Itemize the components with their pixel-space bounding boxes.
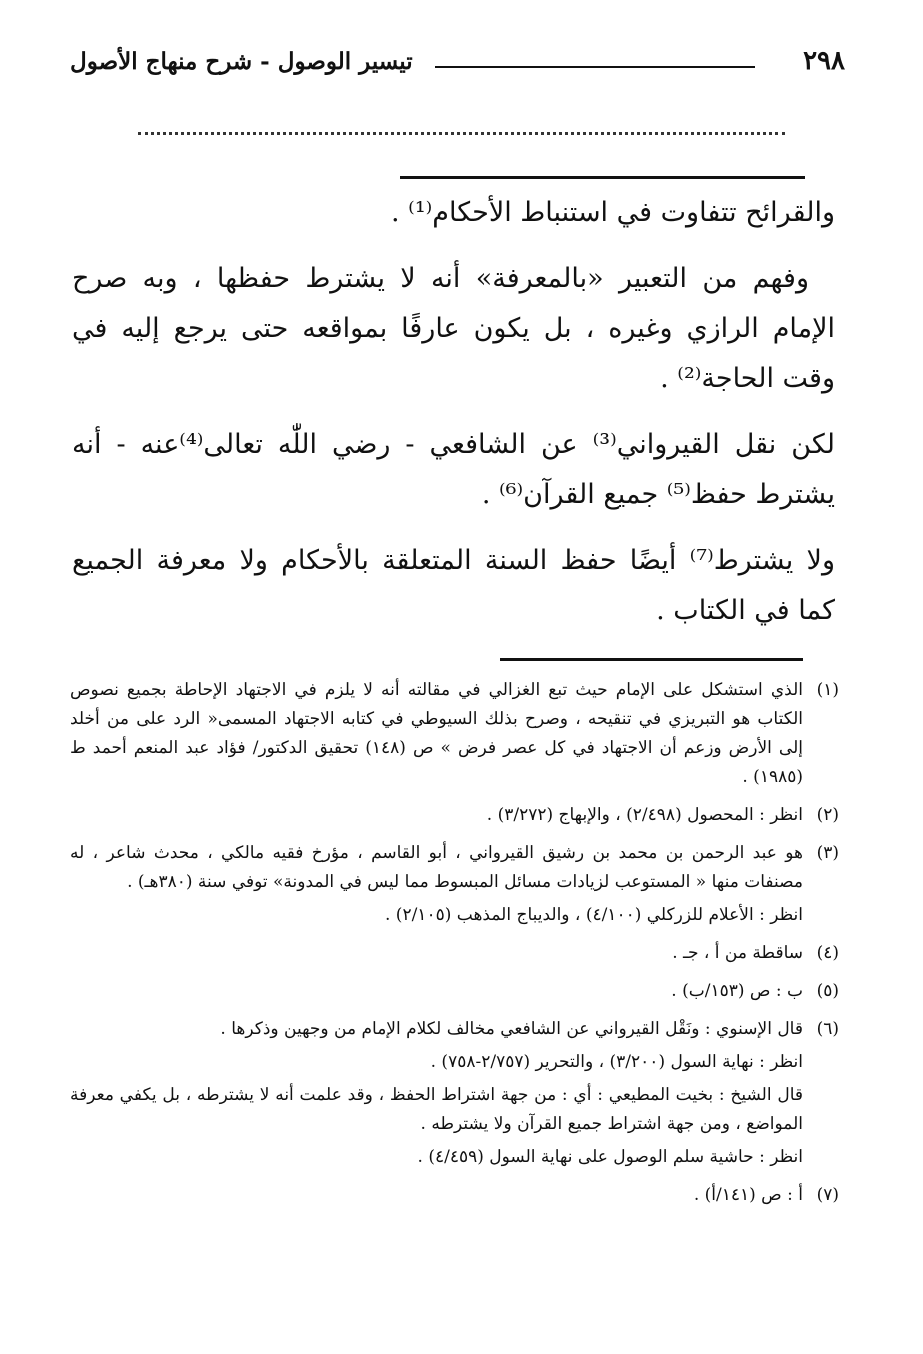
footnote-number: (٧) [816,1185,839,1205]
footnote-number: (٥) [816,981,839,1001]
footnote-number: (٤) [816,943,839,963]
footnote-text: الذي استشكل على الإمام حيث تبع الغزالي في مقالته أنه لا يلزم في الاجتهاد الإحاطة بجميع نصوص الكتاب هو التبريزي في تنقيحه ، وصرح بذلك السيوطي في كتابه الاجتهاد المسمى« الرد على من أخلد إلى الأرض وزعم أن الاجتهاد في كل عصر فرض » ص (١٤٨) تحقيق الدكتور/ فؤاد عبد المنعم أحمد ط (١٩٨٥) . [70,680,803,787]
footnote-number: (١) [816,680,839,700]
footnote-number: (٦) [816,1019,839,1039]
footnote-text: انظر : حاشية سلم الوصول على نهاية السول (٤/٤٥٩) . [417,1147,803,1167]
paragraph: والقرائح تتفاوت في استنباط الأحكام⁽¹⁾ . [391,197,835,228]
footnote [70,801,839,834]
footnote [70,1015,839,1176]
footnote-number: (٣) [816,843,839,863]
page-header [60,44,845,84]
footnote [70,1181,839,1214]
footnote-text: انظر : الأعلام للزركلي (٤/١٠٠) ، والديباج المذهب (٢/١٠٥) . [385,905,803,925]
footnote-text: قال الإسنوي : ونَقْل القيرواني عن الشافعي مخالف لكلام الإمام من وجهين وذكرها . [220,1019,803,1039]
paragraph: وفهم من التعبير «بالمعرفة» أنه لا يشترط حفظها ، وبه صرح الإمام الرازي وغيره ، بل يكون عارفًا بمواقعه حتى يرجع إليه في وقت الحاجة⁽²⁾ . [72,263,835,394]
footnote [70,939,839,972]
footnote-number: (٢) [816,805,839,825]
footnote-text: قال الشيخ : بخيت المطيعي : أي : من جهة اشتراط الحفظ ، وقد علمت أنه لا يشترطه ، بل يكفي معرفة المواضع ، ومن جهة اشتراط جميع القرآن ولا يشترطه . [70,1085,803,1134]
footnote-rule [500,658,803,661]
paragraph: ولا يشترط⁽⁷⁾ أيضًا حفظ السنة المتعلقة بالأحكام ولا معرفة الجميع كما في الكتاب . [72,545,835,626]
header-rule [435,66,755,68]
top-rule [400,176,805,179]
footnote [70,977,839,1010]
paragraph: لكن نقل القيرواني⁽³⁾ عن الشافعي - رضي اللّٰه تعالى⁽⁴⁾عنه - أنه يشترط حفظ⁽⁵⁾ جميع القرآن⁽⁶⁾ . [72,429,835,510]
main-text [72,188,835,652]
page-number: ٢٩٨ [803,46,845,76]
footnote-text: ب : ص (١٥٣/ب) . [671,981,803,1001]
footnote-text: ساقطة من أ ، جـ . [672,943,803,963]
footnote [70,839,839,934]
footnote-text: انظر : المحصول (٢/٤٩٨) ، والإبهاج (٣/٢٧٢) . [486,805,803,825]
footnotes [70,676,839,1219]
footnote-text: هو عبد الرحمن بن محمد بن رشيق القيرواني ، أبو القاسم ، مؤرخ فقيه مالكي ، محدث شاعر ، له مصنفات منها « المستوعب لزيادات مسائل المبسوط مما ليس في المدونة» توفي سنة (٣٨٠هـ) . [70,843,803,892]
running-title: تيسير الوصول - شرح منهاج الأصول [70,48,413,75]
footnote-text: انظر : نهاية السول (٣/٢٠٠) ، والتحرير (٢/٧٥٧-٧٥٨) . [430,1052,803,1072]
dotted-separator [138,132,785,135]
footnote-text: أ : ص (١٤١/أ) . [693,1185,803,1205]
footnote [70,676,839,796]
